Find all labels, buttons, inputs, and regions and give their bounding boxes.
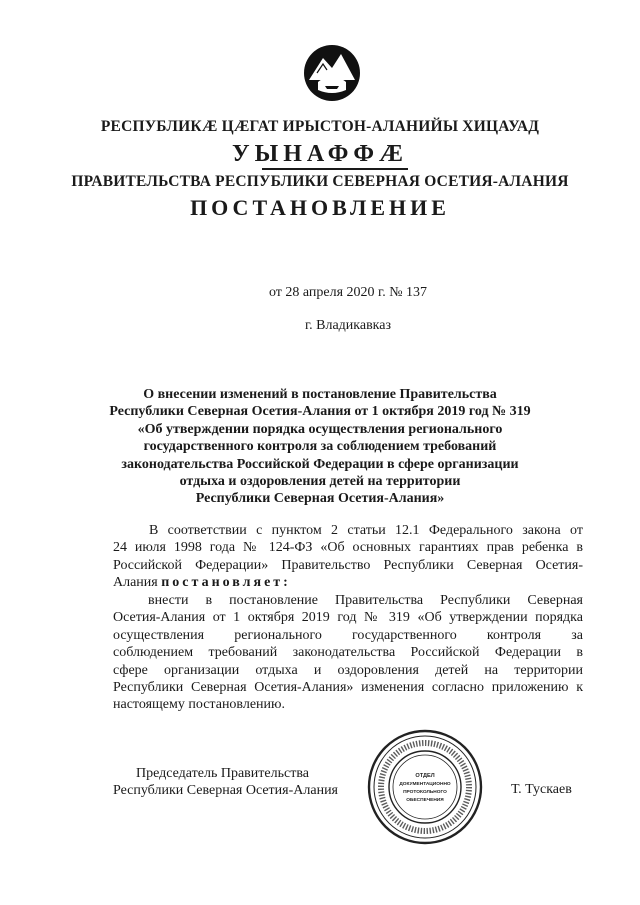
seal-text: ПРОТОКОЛЬНОГО xyxy=(403,790,447,795)
signer-title-line: Председатель Правительства xyxy=(136,766,309,781)
body-line xyxy=(113,574,583,591)
subject-line: законодательства Российской Федерации в сфере организации xyxy=(121,456,519,472)
body-line: внести в постановление Правительства Республики Северная xyxy=(148,593,583,608)
header-ossetian-title: УЫНАФФӔ xyxy=(232,141,408,167)
body-line: настоящему постановлению. xyxy=(113,697,285,713)
body-line: осуществления регионального государственного контроля за xyxy=(113,627,583,643)
signer-name: Т. Тускаев xyxy=(511,782,572,797)
body-line: В соответствии с пунктом 2 статьи 12.1 Федерального закона от xyxy=(149,523,583,538)
subject-line: О внесении изменений в постановление Правительства xyxy=(143,387,497,402)
signer-title xyxy=(113,765,338,800)
document-date: от 28 апреля 2020 г. № 137 xyxy=(268,285,428,300)
seal-text: ОБЕСПЕЧЕНИЯ xyxy=(406,798,444,803)
body-line: сфере организации отдыха и оздоровления детей на территории xyxy=(113,662,583,678)
subject-line: отдыха и оздоровления детей на территории xyxy=(179,474,461,490)
resolution-keyword: постановляет: xyxy=(161,575,291,591)
subject-line: государственного контроля за соблюдением требований xyxy=(143,439,497,455)
header-ossetian-line: РЕСПУБЛИКӔ ЦӔГАТ ИРЫСТОН-АЛАНИЙЫ ХИЦАУАД xyxy=(100,118,540,135)
body-line: Осетия-Алания от 1 октября 2019 год № 319 «Об утверждении порядка xyxy=(113,610,583,626)
document-subject xyxy=(100,386,540,508)
seal-text: ДОКУМЕНТАЦИОННО xyxy=(399,782,451,787)
body-line: Российской Федерации» Правительство Республики Северная Осетия- xyxy=(113,557,583,573)
document-title: ПОСТАНОВЛЕНИЕ xyxy=(190,195,450,220)
document-city: г. Владикавказ xyxy=(304,318,392,333)
official-seal-icon xyxy=(366,728,484,846)
header-divider xyxy=(262,168,408,170)
body-line: соблюдением требований законодательства Российской Федерации в xyxy=(113,645,583,661)
subject-line: «Об утверждении порядка осуществления регионального xyxy=(137,421,503,437)
subject-line: Республики Северная Осетия-Алания» xyxy=(195,491,445,507)
body-line: Республики Северная Осетия-Алания» изменения согласно приложению к xyxy=(113,680,583,696)
body-paragraph-1 xyxy=(113,522,583,592)
seal-text: ОТДЕЛ xyxy=(415,773,435,779)
mountain-emblem-icon xyxy=(303,40,361,104)
header-russian-line: ПРАВИТЕЛЬСТВА РЕСПУБЛИКИ СЕВЕРНАЯ ОСЕТИЯ-АЛАНИЯ xyxy=(71,173,569,190)
body-text: Алания xyxy=(113,575,162,591)
body-line: 24 июля 1998 года № 124-ФЗ «Об основных гарантиях прав ребенка в xyxy=(113,540,583,556)
subject-line: Республики Северная Осетия-Алания от 1 октября 2019 год № 319 xyxy=(109,404,531,420)
body-paragraph-2 xyxy=(113,592,583,714)
signer-title-line: Республики Северная Осетия-Алания xyxy=(113,783,338,799)
